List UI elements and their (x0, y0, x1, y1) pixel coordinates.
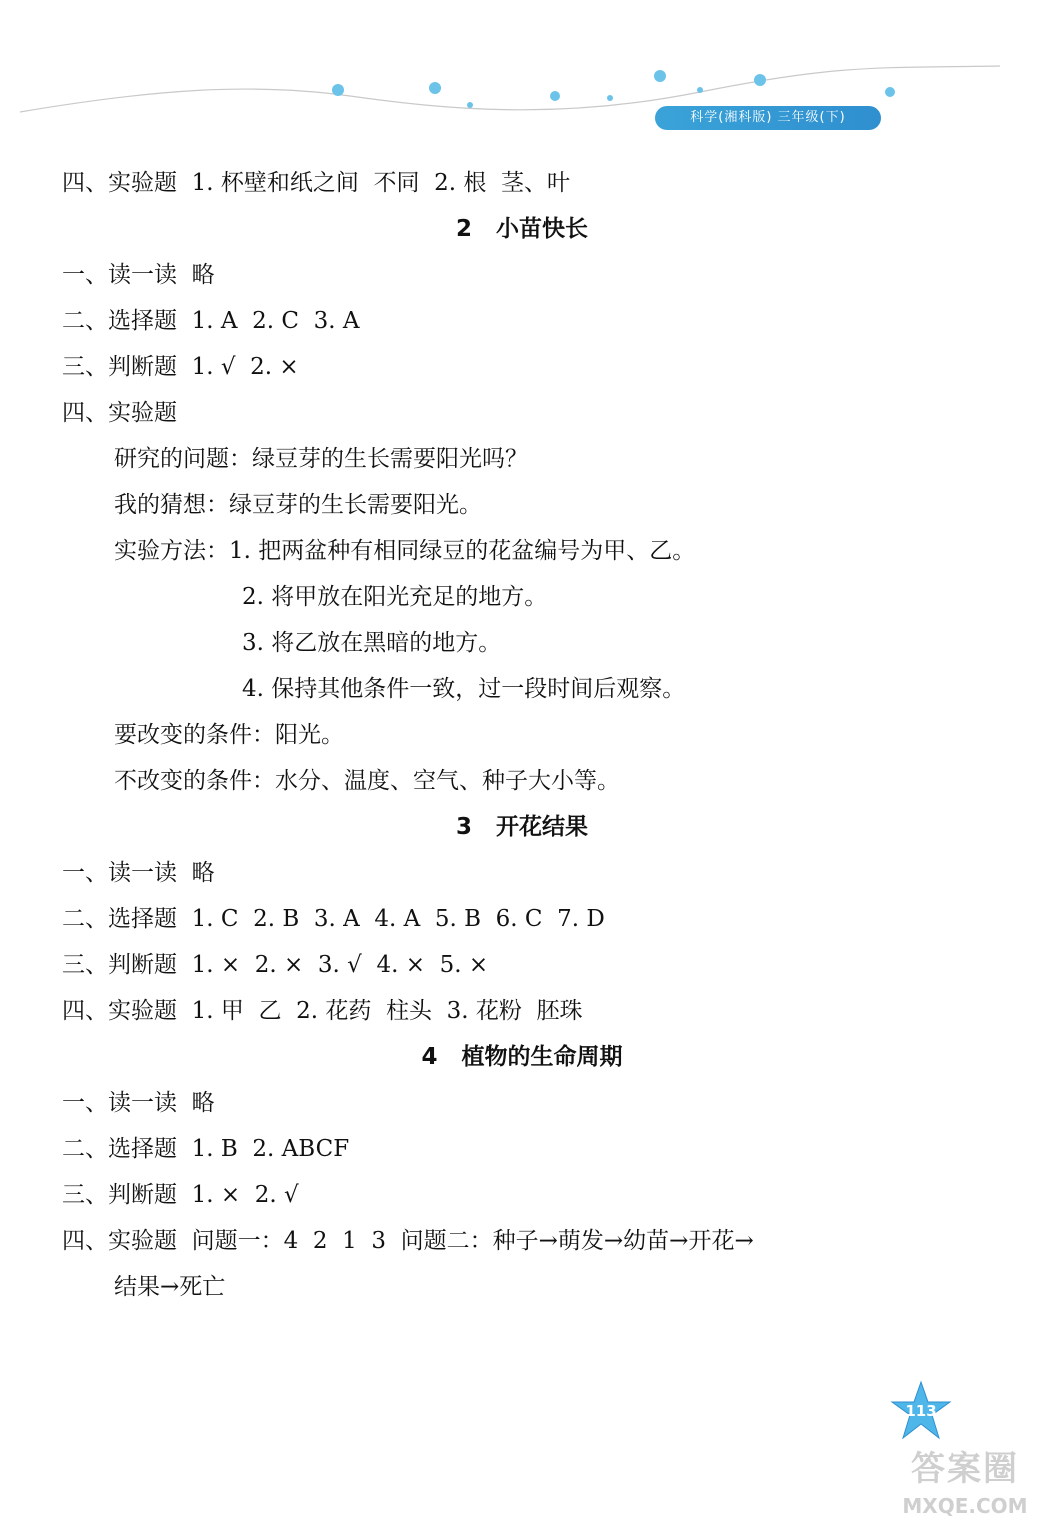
text-line: 研究的问题：绿豆芽的生长需要阳光吗？ (114, 446, 528, 472)
text-line: 四、实验题 1. 杯壁和纸之间 不同 2. 根 茎、叶 (62, 170, 570, 196)
section-title: 2 小苗快长 (455, 216, 589, 242)
answer-content (62, 160, 962, 1310)
text-line: 不改变的条件：水分、温度、空气、种子大小等。 (114, 768, 620, 794)
section-title: 4 植物的生命周期 (421, 1044, 623, 1070)
text-line: 2. 将甲放在阳光充足的地方。 (242, 584, 548, 610)
text-line: 三、判断题 1. √ 2. × (62, 354, 299, 380)
text-line: 要改变的条件：阳光。 (114, 722, 344, 748)
text-line: 二、选择题 1. B 2. ABCF (62, 1136, 350, 1162)
text-line: 4. 保持其他条件一致，过一段时间后观察。 (242, 676, 686, 702)
text-line: 一、读一读 略 (62, 860, 215, 886)
text-line: 一、读一读 略 (62, 1090, 215, 1116)
watermark (900, 1445, 1030, 1533)
watermark-logo-text: 答案圈 (911, 1449, 1019, 1489)
text-line: 四、实验题 (62, 400, 177, 426)
text-line: 四、实验题 问题一：4 2 1 3 问题二：种子→萌发→幼苗→开花→ (62, 1228, 754, 1254)
watermark-url: MXQE.COM (902, 1494, 1028, 1518)
text-line: 结果→死亡 (114, 1274, 226, 1300)
text-line: 实验方法：1. 把两盆种有相同绿豆的花盆编号为甲、乙。 (114, 538, 696, 564)
text-line: 一、读一读 略 (62, 262, 215, 288)
text-line: 三、判断题 1. × 2. √ (62, 1182, 299, 1208)
text-line: 我的猜想：绿豆芽的生长需要阳光。 (114, 492, 482, 518)
header-decoration (0, 50, 1037, 130)
book-title-badge: 科学(湘科版) 三年级(下) (655, 106, 881, 130)
page-number: 113 (905, 1402, 937, 1420)
section-title: 3 开花结果 (455, 814, 589, 840)
text-line: 三、判断题 1. × 2. × 3. √ 4. × 5. × (62, 952, 489, 978)
text-line: 二、选择题 1. A 2. C 3. A (62, 308, 360, 334)
text-line: 四、实验题 1. 甲 乙 2. 花药 柱头 3. 花粉 胚珠 (62, 998, 583, 1024)
text-line: 二、选择题 1. C 2. B 3. A 4. A 5. B 6. C 7. D (62, 906, 605, 932)
page-number-star (890, 1380, 952, 1442)
text-line: 3. 将乙放在黑暗的地方。 (242, 630, 502, 656)
